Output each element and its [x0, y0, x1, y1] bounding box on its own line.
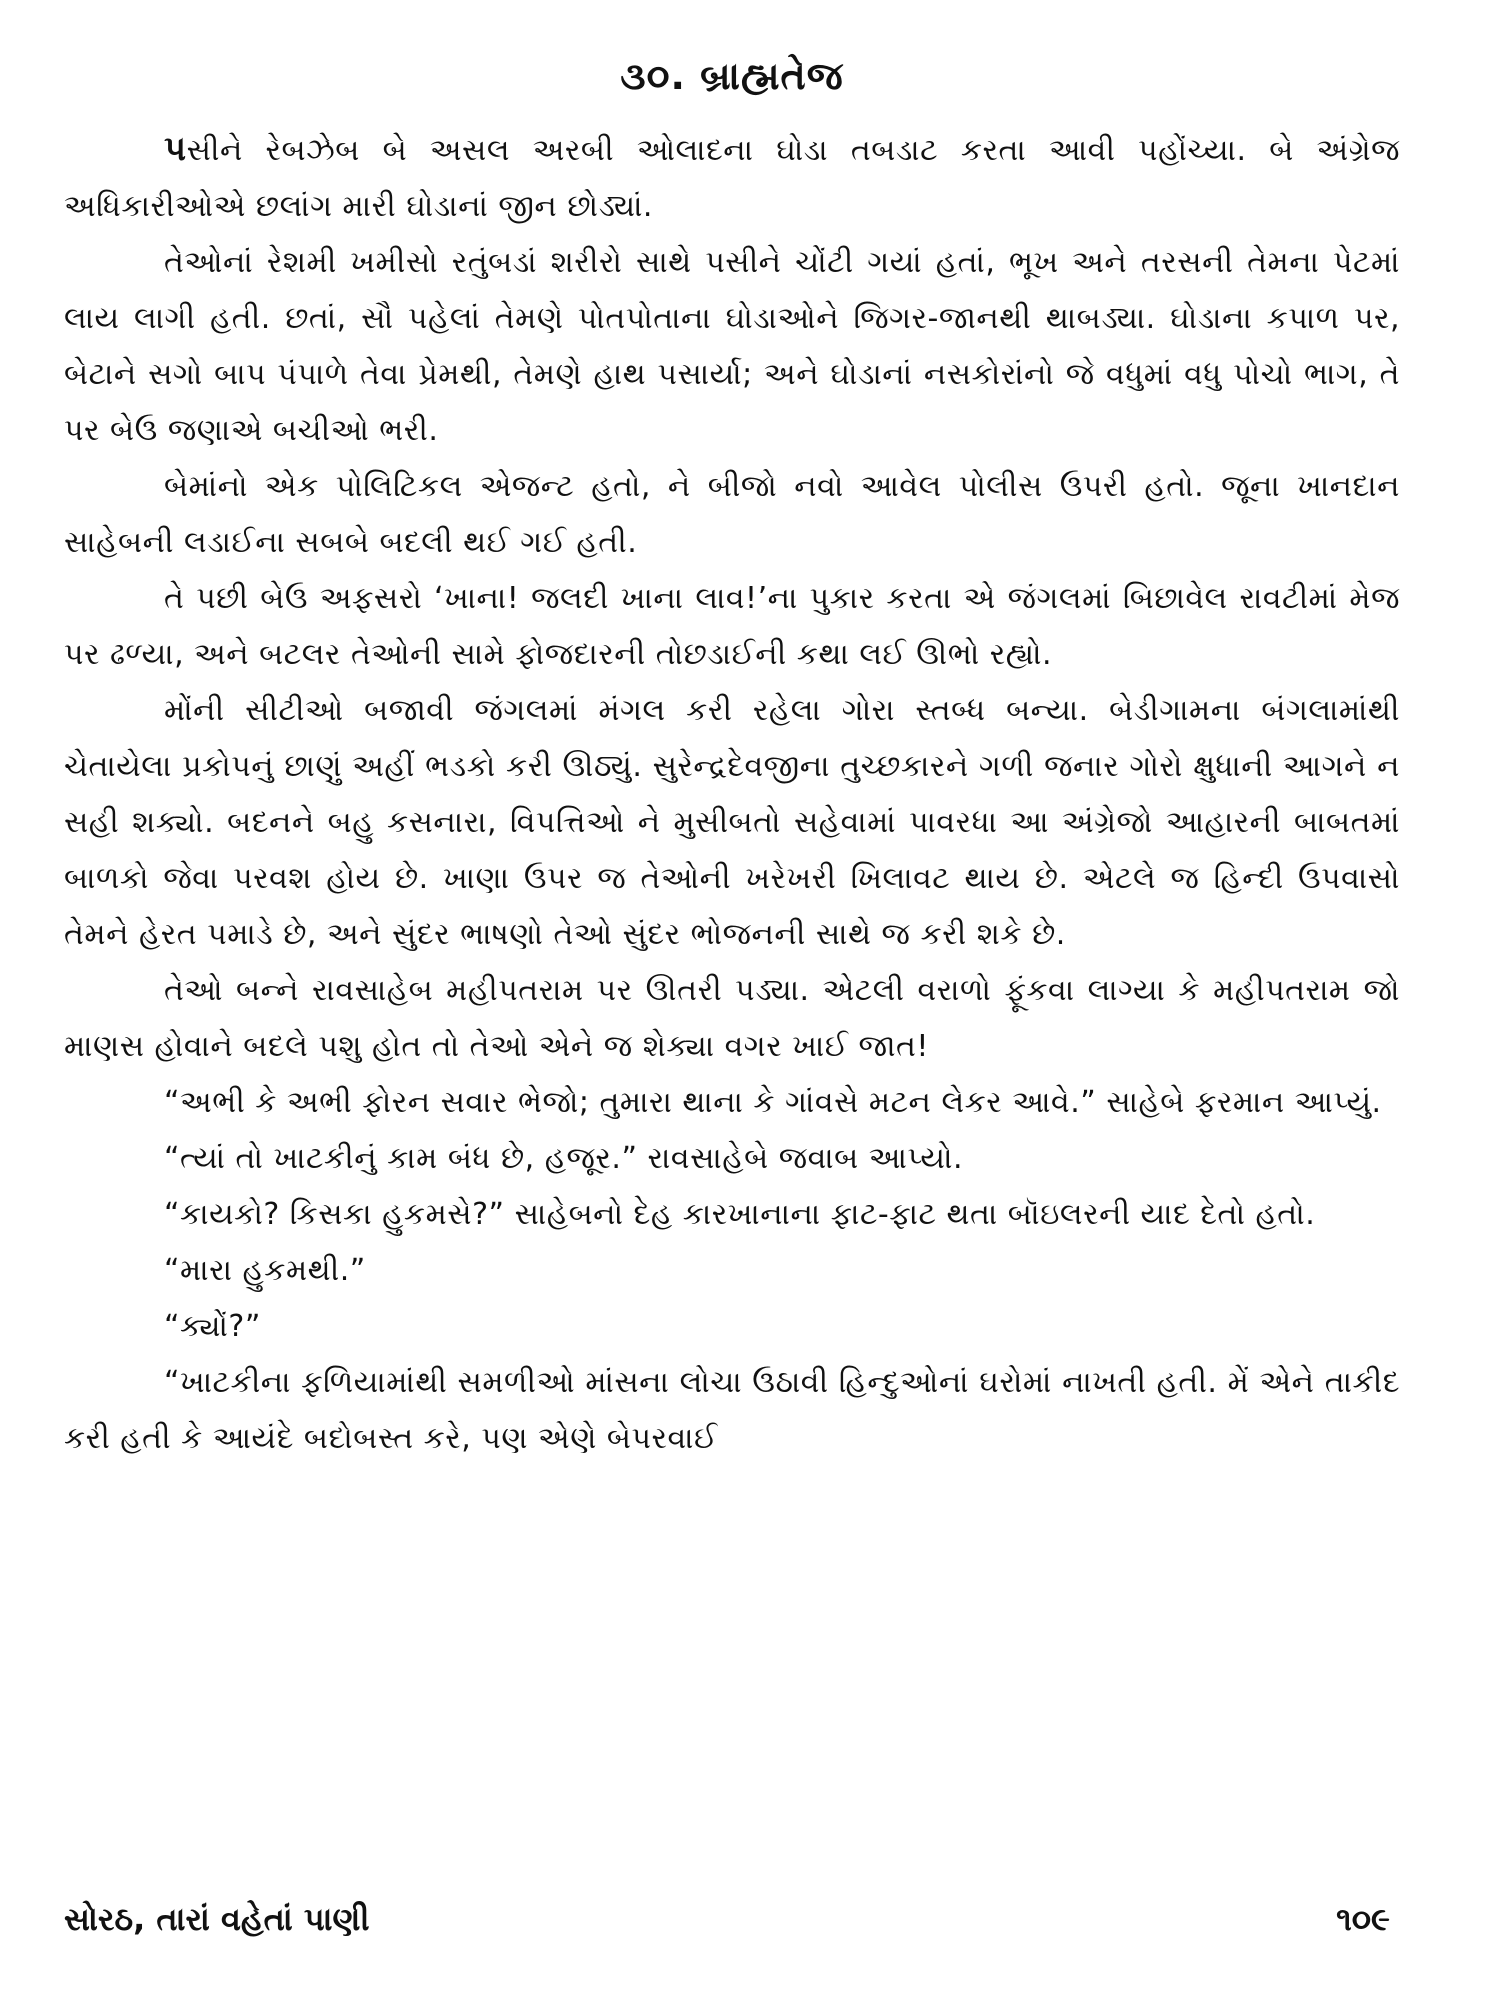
paragraph-text: સીને રેબઝેબ બે અસલ અરબી ઓલાદના ઘોડા તબડાટ કરતા આવી પહોંચ્યા. બે અંગ્રેજ અધિકારીઓએ છલાંગ મારી ઘોડાનાં જીન છોડ્યાં.: [64, 133, 1400, 225]
paragraph-4: તે પછી બેઉ અફસરો ‘ખાના! જલદી ખાના લાવ!’ના પુકાર કરતા એ જંગલમાં બિછાવેલ રાવટીમાં મેજ પર ઢળ્યા, અને બટલર તેઓની સામે ફોજદારની તોછડાઈની કથા લઈ ઊભો રહ્યો.: [64, 581, 1400, 673]
paragraph-2: તેઓનાં રેશમી ખમીસો રતુંબડાં શરીરો સાથે પસીને ચોંટી ગયાં હતાં, ભૂખ અને તરસની તેમના પેટમાં લાય લાગી હતી. છતાં, સૌ પહેલાં તેમણે પોતપોતાના ઘોડાઓને જિગર-જાનથી થાબડ્યા. ઘોડાના કપાળ પર, બેટાને સગો બાપ પંપાળે તેવા પ્રેમથી, તેમણે હાથ પસાર્યા; અને ઘોડાનાં નસકોરાંનો જે વધુમાં વધુ પોચો ભાગ, તે પર બેઉ જણાએ બચીઓ ભરી.: [64, 245, 1400, 449]
paragraph-12: “ખાટકીના ફળિયામાંથી સમળીઓ માંસના લોચા ઉઠાવી હિન્દુઓનાં ઘરોમાં નાખતી હતી. મેં એને તાકીદ કરી હતી કે આયંદે બદોબસ્ત કરે, પણ એણે બેપરવાઈ: [64, 1365, 1400, 1457]
paragraph-7: “અભી કે અભી ફોરન સવાર ભેજો; તુમારા થાના કે ગાંવસે મટન લેકર આવે.” સાહેબે ફરમાન આપ્યું.: [164, 1085, 1382, 1121]
page-footer: [64, 1900, 1390, 1939]
first-letter: પ: [164, 129, 187, 170]
chapter-title: ૩૦. બ્રાહ્મતેજ: [620, 54, 844, 98]
paragraph-9: “કાયકો? કિસકા હુકમસે?” સાહેબનો દેહ કારખાનાના ફાટ-ફાટ થતા બૉઇલરની યાદ દેતો હતો.: [164, 1197, 1316, 1233]
paragraph-11: “ક્યોં?”: [164, 1309, 261, 1345]
paragraph-6: તેઓ બન્ને રાવસાહેબ મહીપતરામ પર ઊતરી પડ્યા. એટલી વરાળો ફૂંકવા લાગ્યા કે મહીપતરામ જો માણસ હોવાને બદલે પશુ હોત તો તેઓ એને જ શેક્યા વગર ખાઈ જાત!: [64, 973, 1400, 1065]
page-number: ૧૦૯: [1336, 1900, 1390, 1938]
paragraph-3: બેમાંનો એક પોલિટિકલ એજન્ટ હતો, ને બીજો નવો આવેલ પોલીસ ઉપરી હતો. જૂના ખાનદાન સાહેબની લડાઈના સબબે બદલી થઈ ગઈ હતી.: [64, 469, 1400, 561]
paragraph-1: [64, 121, 1400, 235]
chapter-body: [64, 121, 1400, 1467]
paragraph-5: મોંની સીટીઓ બજાવી જંગલમાં મંગલ કરી રહેલા ગોરા સ્તબ્ધ બન્યા. બેડીગામના બંગલામાંથી ચેતાયેલા પ્રકોપનું છાણું અહીં ભડકો કરી ઊઠ્યું. સુરેન્દ્રદેવજીના તુચ્છકારને ગળી જનાર ગોરો ક્ષુધાની આગને ન સહી શક્યો. બદનને બહુ કસનારા, વિપત્તિઓ ને મુસીબતો સહેવામાં પાવરધા આ અંગ્રેજો આહારની બાબતમાં બાળકો જેવા પરવશ હોય છે. ખાણા ઉપર જ તેઓની ખરેખરી ખિલાવટ થાય છે. એટલે જ હિન્દી ઉપવાસો તેમને હેરત પમાડે છે, અને સુંદર ભાષણો તેઓ સુંદર ભોજનની સાથે જ કરી શકે છે.: [64, 693, 1400, 953]
book-title: સોરઠ, તારાં વહેતાં પાણી: [64, 1900, 370, 1938]
paragraph-10: “મારા હુકમથી.”: [164, 1253, 366, 1289]
paragraph-8: “ત્યાં તો ખાટકીનું કામ બંધ છે, હજૂર.” રાવસાહેબે જવાબ આપ્યો.: [164, 1141, 964, 1177]
